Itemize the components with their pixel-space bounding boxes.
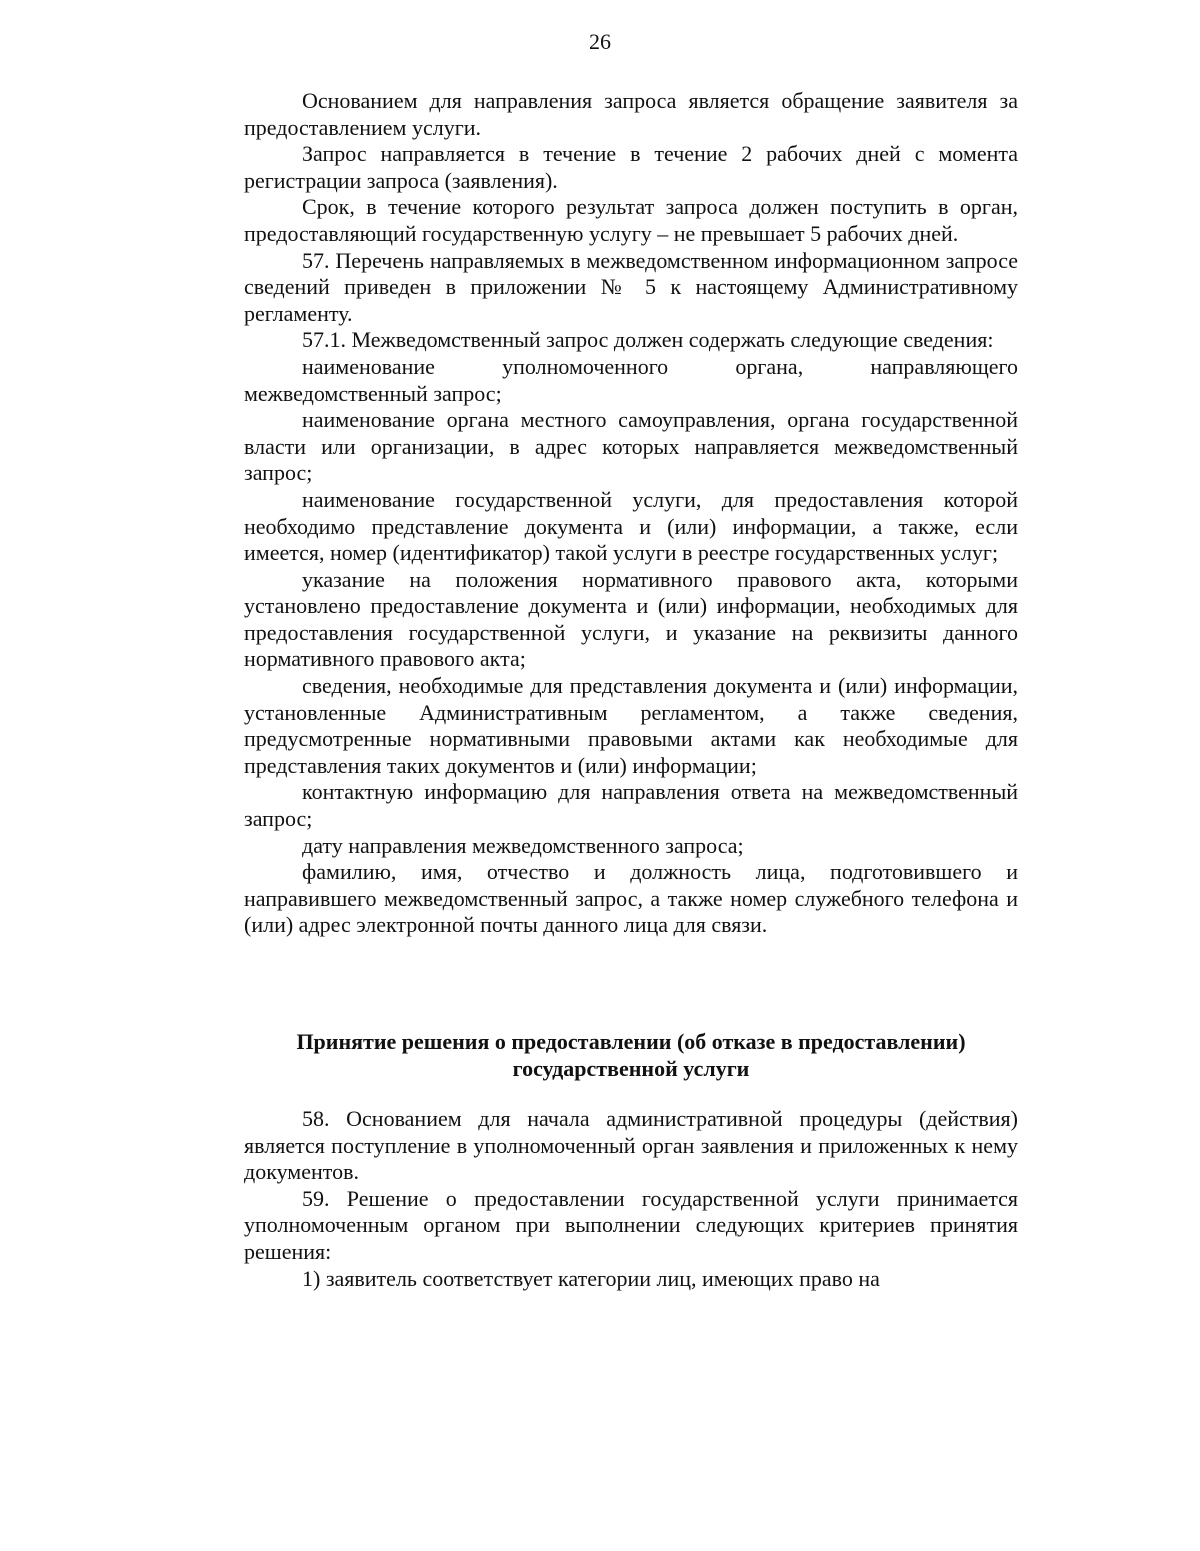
paragraph-57: 57. Перечень направляемых в межведомственном информационном запросе сведений приведен в приложении № 5 к настоящему Административному регламенту. xyxy=(244,247,1018,326)
paragraph-request-deadline: Запрос направляется в течение в течение 2 рабочих дней с момента регистрации запроса (заявления). xyxy=(244,141,1018,193)
list-item-service-name: наименование государственной услуги, для предоставления которой необходимо представление документа и (или) информации, а также, если имеется, номер (идентификатор) такой услуги в реестре государственных услуг; xyxy=(244,486,1018,566)
page-number: 26 xyxy=(589,29,611,54)
body-text-bottom xyxy=(244,1106,1018,1292)
paragraph-58: 58. Основанием для начала административной процедуры (действия) является поступление в уполномоченный орган заявления и приложенных к нему документов. xyxy=(244,1106,1018,1185)
paragraph-59: 59. Решение о предоставлении государственной услуги принимается уполномоченным органом при выполнении следующих критериев принятия решения: xyxy=(244,1185,1018,1264)
list-item-recipient-name: наименование органа местного самоуправления, органа государственной власти или организации, в адрес которых направляется межведомственный запрос; xyxy=(244,407,1018,486)
list-item-contact-info: контактную информацию для направления ответа на межведомственный запрос; xyxy=(244,779,1018,832)
body-text-top xyxy=(244,88,1018,939)
list-item-request-date: дату направления межведомственного запроса; xyxy=(302,832,744,858)
section-heading-line-2: государственной услуги xyxy=(512,1056,750,1081)
paragraph-57-1: 57.1. Межведомственный запрос должен содержать следующие сведения: xyxy=(302,327,994,353)
list-item-legal-act: указание на положения нормативного правового акта, которыми установлено предоставление документа и (или) информации, необходимых для предоставления государственной услуги, и указание на реквизиты данного нормативного правового акта; xyxy=(244,566,1018,672)
section-heading xyxy=(244,1028,1018,1082)
paragraph-request-basis: Основанием для направления запроса является обращение заявителя за предоставлением услуги. xyxy=(244,88,1018,140)
list-item-authority-name: наименование уполномоченного органа, направляющего межведомственный запрос; xyxy=(244,353,1018,406)
list-item-criterion-1: 1) заявитель соответствует категории лиц, имеющих право на xyxy=(302,1265,880,1291)
list-item-required-info: сведения, необходимые для представления документа и (или) информации, установленные Административным регламентом, а также сведения, предусмотренные нормативными правовыми актами как необходимые для представления таких документов и (или) информации; xyxy=(244,673,1018,778)
paragraph-response-deadline: Срок, в течение которого результат запроса должен поступить в орган, предоставляющий государственную услугу – не превышает 5 рабочих дней. xyxy=(244,194,1018,246)
section-heading-line-1: Принятие решения о предоставлении (об отказе в предоставлении) xyxy=(296,1029,966,1054)
list-item-officer-details: фамилию, имя, отчество и должность лица, подготовившего и направившего межведомственный запрос, а также номер служебного телефона и (или) адрес электронной почты данного лица для связи. xyxy=(244,859,1018,938)
